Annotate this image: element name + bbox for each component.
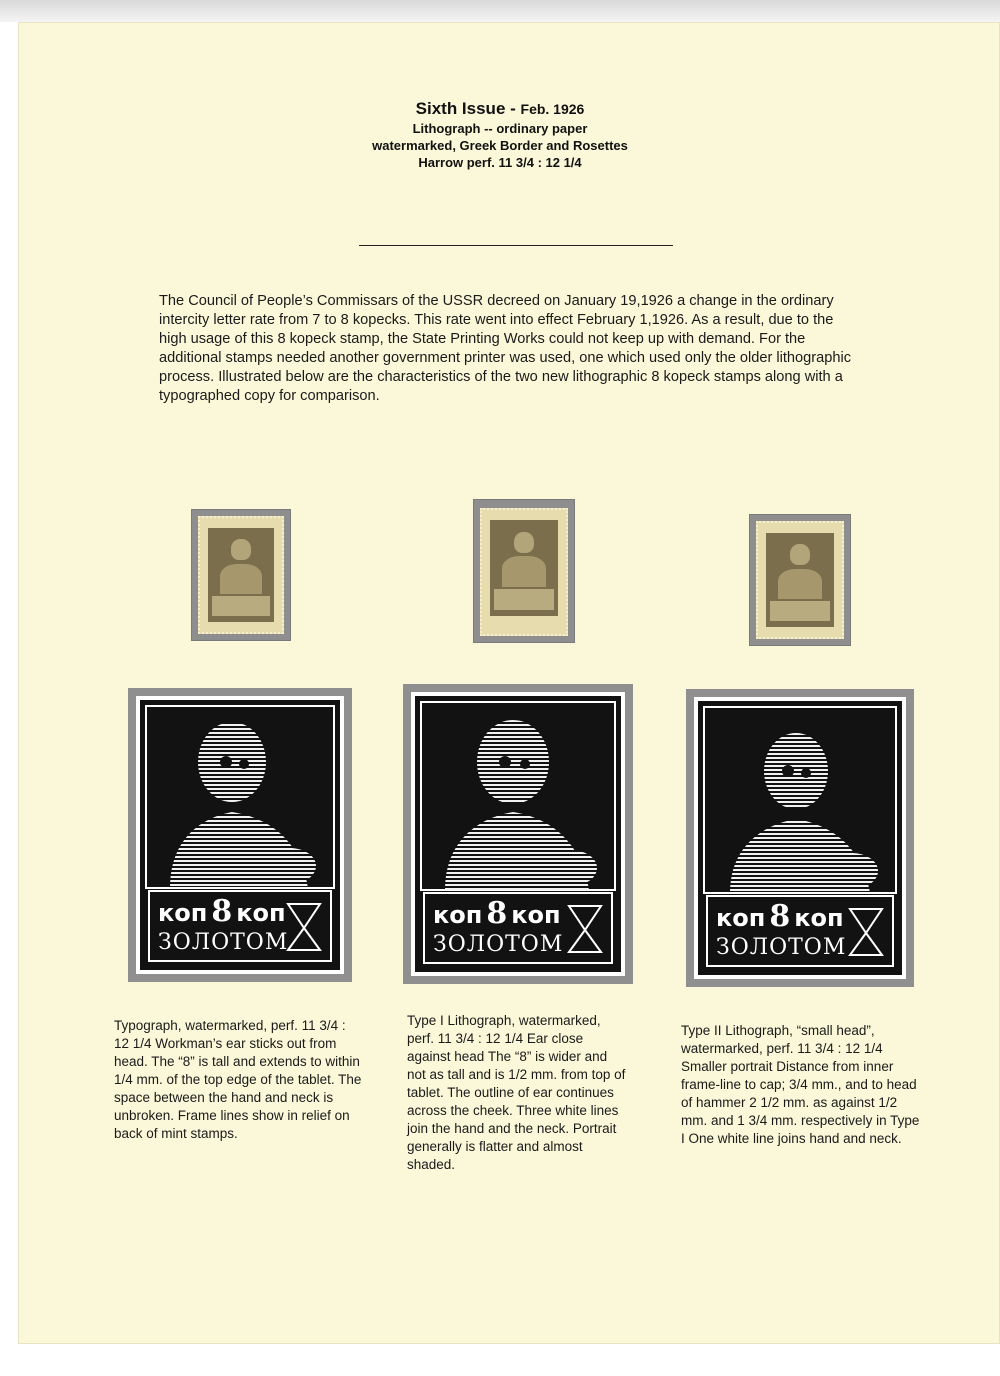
stamp-paper xyxy=(198,516,284,634)
header-rule xyxy=(359,245,673,246)
tablet-kop-left: коп xyxy=(433,901,483,929)
subtitle-perforation: Harrow perf. 11 3/4 : 12 1/4 xyxy=(418,155,582,170)
tablet-line2: ЗОЛОТОМ xyxy=(433,932,564,957)
enlargement-design xyxy=(698,701,902,975)
subtitle-watermark: watermarked, Greek Border and Rosettes xyxy=(372,138,628,153)
title-separator: - xyxy=(505,99,521,118)
enlargement-type1 xyxy=(403,684,633,984)
stamp-type2-small xyxy=(750,515,850,645)
scan-top-shade xyxy=(0,0,1000,22)
stamp-typograph-small xyxy=(192,510,290,640)
tablet-value: 8 xyxy=(211,894,233,929)
tablet-value: 8 xyxy=(486,896,508,931)
tablet-line2: ЗОЛОТОМ xyxy=(158,930,289,955)
tablet-kop-left: коп xyxy=(158,899,208,927)
tablet-line2: ЗОЛОТОМ xyxy=(716,935,847,960)
enlargement-typograph xyxy=(128,688,352,982)
tablet-line1 xyxy=(433,896,561,931)
stamp-paper xyxy=(756,521,844,639)
tablet-line1 xyxy=(158,894,286,929)
hammer-sickle-emblem xyxy=(846,903,886,959)
tablet-kop-right: коп xyxy=(511,901,561,929)
tablet-value: 8 xyxy=(769,899,791,934)
caption-typograph: Typograph, watermarked, perf. 11 3/4 : 12 1/4 Workman’s ear sticks out from head. The “8” is tall and extends to within 1/4 mm. of the top edge of the tablet. The space between the hand and neck is unbroken. Frame lines show in relief on back of mint stamps. xyxy=(114,1018,362,1141)
stamp-design xyxy=(766,533,834,627)
tablet-kop-right: коп xyxy=(794,904,844,932)
tablet-kop-right: коп xyxy=(236,899,286,927)
value-tablet xyxy=(423,892,613,964)
enlargement-design xyxy=(415,696,621,972)
intro-paragraph: The Council of People’s Commissars of the USSR decreed on January 19,1926 a change in the ordinary intercity letter rate from 7 to 8 kopecks. This rate went into effect February 1,1926. As a result, due to the high usage of this 8 kopeck stamp, the State Printing Works could not keep up with demand. For the additional stamps needed another government printer was used, one which used only the older lithographic process. Illustrated below are the characteristics of the two new lithographic 8 kopeck stamps along with a typographed copy for comparison. xyxy=(159,293,852,404)
enlargement-design xyxy=(140,700,340,970)
hammer-sickle-emblem xyxy=(565,900,605,956)
title-date: Feb. 1926 xyxy=(520,101,585,117)
tablet-kop-left: коп xyxy=(716,904,766,932)
page-title xyxy=(0,98,1000,120)
caption-type2: Type II Lithograph, “small head”, watermarked, perf. 11 3/4 : 12 1/4 Smaller portrait Distance from inner frame-line to cap; 3/4 mm., and to head of hammer 2 1/2 mm. as against 1/2 mm. and 1 3/4 mm. respectively in Type I One white line joins hand and neck. xyxy=(681,1023,920,1146)
page-header xyxy=(0,98,1000,171)
stamp-paper xyxy=(480,508,568,636)
value-tablet xyxy=(148,890,332,962)
caption-type1: Type I Lithograph, watermarked, perf. 11 3/4 : 12 1/4 Ear close against head The “8” is wider and not as tall and is 1/2 mm. from top of tablet. The outline of ear continues across the cheek. Three white lines join the hand and the neck. Portrait generally is flatter and almost shaded. xyxy=(407,1013,626,1172)
tablet-line1 xyxy=(716,899,844,934)
title-text: Sixth Issue xyxy=(415,99,506,118)
subtitle-process: Lithograph -- ordinary paper xyxy=(412,121,588,136)
stamp-design xyxy=(208,528,274,622)
value-tablet xyxy=(706,895,894,967)
stamp-design xyxy=(490,520,558,616)
hammer-sickle-emblem xyxy=(284,898,324,954)
enlargement-type2 xyxy=(686,689,914,987)
stamp-type1-small xyxy=(474,500,574,642)
